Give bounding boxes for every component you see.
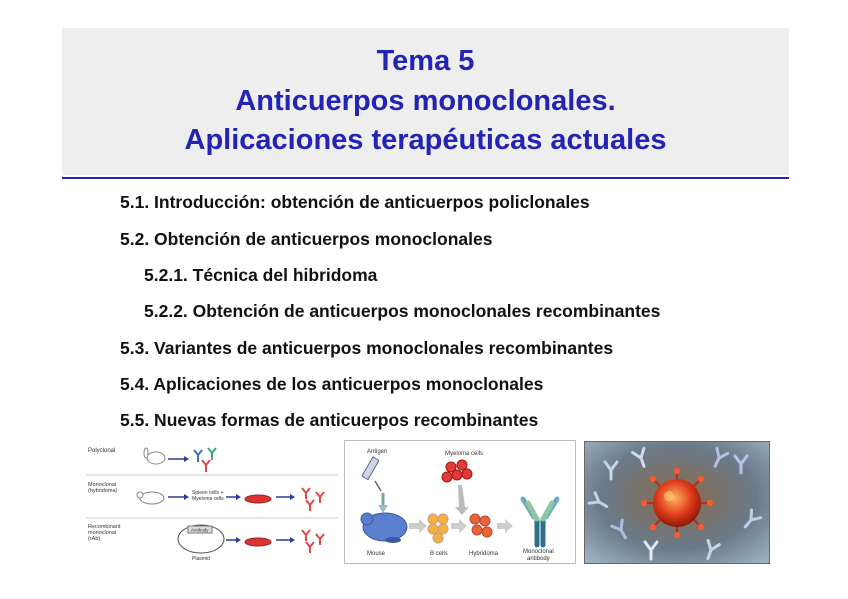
culture-dish-icon xyxy=(245,495,271,503)
row3-label-b: monoclonal xyxy=(88,530,117,536)
monoclonal-antibodies-icon xyxy=(302,488,324,511)
polyclonal-antibodies-icon xyxy=(194,448,216,472)
antibody-methods-figure xyxy=(86,442,338,562)
row3-label-c: (rAb) xyxy=(88,536,101,542)
syringe-icon xyxy=(362,457,381,491)
mouse-label: Mouse xyxy=(367,551,386,557)
row2-label-a: Monoclonal xyxy=(88,482,117,488)
title-line-3: Aplicaciones terapéuticas actuales xyxy=(184,124,667,156)
hybridoma-cells-icon xyxy=(470,514,492,537)
virus-icon xyxy=(641,468,713,538)
b-cells-icon xyxy=(428,514,448,543)
virus-antibodies-illustration xyxy=(584,441,770,564)
toc-item-5-1: 5.1. Introducción: obtención de anticuerpos policlonales xyxy=(120,192,590,212)
myeloma-cells-icon xyxy=(442,460,472,482)
bcells-label: B cells xyxy=(430,551,448,557)
myeloma-label: Myeloma cells xyxy=(445,451,484,457)
mab-label-a: Monoclonal xyxy=(523,549,554,555)
hybridoma-figure xyxy=(344,440,576,564)
row1-label: Polyclonal xyxy=(88,448,116,454)
toc-item-5-2-2: 5.2.2. Obtención de anticuerpos monoclonales recombinantes xyxy=(144,301,661,321)
row2-cells-a: Spleen cells + xyxy=(192,490,224,496)
mouse-icon xyxy=(361,513,407,543)
title-line-2: Anticuerpos monoclonales. xyxy=(235,85,616,117)
mouse-icon xyxy=(137,492,164,504)
toc-item-5-3: 5.3. Variantes de anticuerpos monoclonales recombinantes xyxy=(120,338,614,358)
toc-item-5-4: 5.4. Aplicaciones de los anticuerpos monoclonales xyxy=(120,374,544,394)
row3-box: Antibody xyxy=(191,527,209,533)
title-line-1: Tema 5 xyxy=(376,45,475,77)
row3-label-a: Recombinant xyxy=(88,524,121,530)
toc-item-5-2-1: 5.2.1. Técnica del hibridoma xyxy=(144,265,378,285)
rabbit-icon xyxy=(144,448,165,464)
row2-label-b: (hybridoma) xyxy=(88,488,118,494)
title-divider xyxy=(62,177,789,179)
recombinant-antibodies-icon xyxy=(302,530,324,553)
toc-item-5-5: 5.5. Nuevas formas de anticuerpos recombinantes xyxy=(120,410,539,430)
culture-dish-icon xyxy=(245,538,271,546)
monoclonal-antibody-icon xyxy=(523,499,557,545)
hybridoma-label: Hybridoma xyxy=(469,551,499,557)
mab-label-b: antibody xyxy=(527,556,550,562)
antigen-label: Antigen xyxy=(367,449,388,455)
toc-item-5-2: 5.2. Obtención de anticuerpos monoclonales xyxy=(120,229,493,249)
row3-plasmid: Plasmid xyxy=(192,556,210,562)
row2-cells-b: Myeloma cells xyxy=(192,496,224,502)
